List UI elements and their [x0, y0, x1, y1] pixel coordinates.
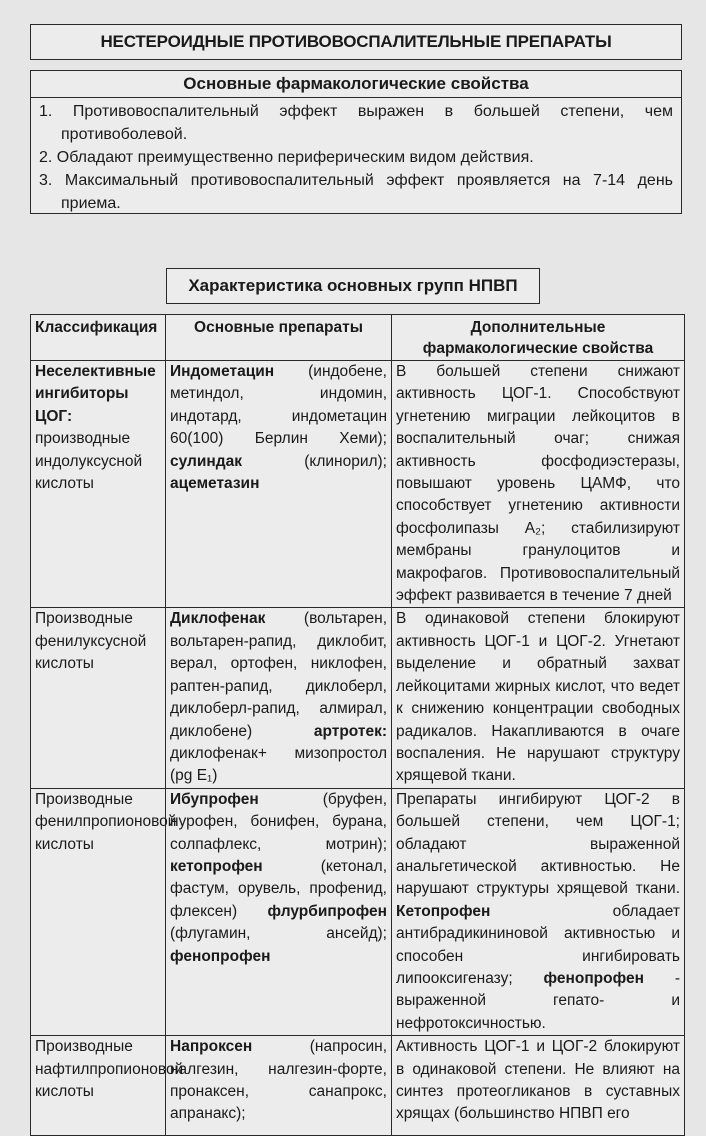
property-bold: Кетопрофен: [396, 902, 491, 920]
drug-bold: флурбипрофен: [267, 902, 387, 920]
property-text: В одинаковой степени блокируют активность ЦОГ-1 и ЦОГ-2. Угнетают выделение и обратный захват лейкоцитами жирных кислот, что ведет к снижению концентрации свободных радикалов. Накапливаются в очаге воспаления. Не нарушают структуру хрящевой ткани.: [396, 610, 680, 785]
drug-bold: Диклофенак: [170, 610, 266, 628]
table-body: [31, 361, 685, 1136]
drug-bold: Напроксен: [170, 1038, 253, 1056]
property-item-1: 1. Противовоспалительный эффект выражен в большей степени, чем противоболевой.: [39, 103, 673, 143]
header-drugs: Основные препараты: [166, 315, 392, 361]
property-text: В большей степени снижают активность ЦОГ-1. Способствуют угнетению миграции лейкоцитов в воспалительный очаг; снижая активность фосфодиэстеразы, повышают уровень ЦАМФ, что способствует угнетению активности фосфолипазы А₂; стабилизируют мембраны гранулоцитов и макрофагов. Противовоспалительный эффект развивается в течение 7 дней: [396, 363, 680, 605]
drugs-cell: [166, 361, 392, 608]
drug-bold: сулиндак: [170, 452, 242, 470]
drugs-cell: [166, 1036, 392, 1136]
drug-text: (бруфен, нурофен, бонифен, бурана, солпафлекс, мотрин);: [170, 790, 387, 853]
drug-text: (клинорил);: [242, 452, 387, 470]
drug-text: (индобене, метиндол, индомин, индотард, индометацин 60(100) Берлин Хеми);: [170, 363, 387, 448]
drug-bold: артротек:: [313, 722, 387, 740]
drug-text: (флугамин, ансейд);: [170, 925, 387, 943]
drug-bold: ацеметазин: [170, 475, 260, 493]
nsaid-groups-table: [30, 314, 685, 1136]
drug-bold: Индометацин: [170, 363, 275, 380]
table-row: [31, 788, 685, 1035]
classification-text: производные индолуксусной кислоты: [35, 430, 143, 493]
drug-text: (напросин, налгезин, налгезин-форте, пронаксен, санапрокс, апранакс);: [170, 1038, 387, 1123]
table-row: [31, 1036, 685, 1136]
classification-text: Производные фенилпропионовой кислоты: [35, 790, 177, 853]
property-text: Активность ЦОГ-1 и ЦОГ-2 блокируют в одинаковой степени. Не влияют на синтез протеогликанов в суставных хрящах (большинство НПВП его: [396, 1038, 680, 1123]
properties-cell: [392, 361, 685, 608]
table-row: [31, 361, 685, 608]
classification-cell: [31, 361, 166, 608]
properties-cell: [392, 1036, 685, 1136]
property-text: обладает антибрадикининовой активностью и способен ингибировать липооксигеназу;: [396, 902, 680, 987]
classification-bold: Неселективные ингибиторы ЦОГ:: [35, 363, 156, 425]
table-row: [31, 608, 685, 788]
groups-title-box: [166, 268, 540, 304]
header-properties: Дополнительные фармакологические свойства: [392, 315, 685, 361]
drugs-cell: [166, 608, 392, 788]
property-text: Препараты ингибируют ЦОГ-2 в большей степени, чем ЦОГ-1; обладают выраженной анальгетической активностью. Не нарушают структуры хрящевой ткани.: [396, 790, 680, 898]
main-title: НЕСТЕРОИДНЫЕ ПРОТИВОВОСПАЛИТЕЛЬНЫЕ ПРЕПАРАТЫ: [100, 32, 612, 51]
drugs-cell: [166, 788, 392, 1035]
drug-bold: Ибупрофен: [170, 790, 259, 808]
header-classification: Классификация: [31, 315, 166, 361]
groups-title: Характеристика основных групп НПВП: [188, 276, 518, 295]
properties-heading: Основные фармакологические свойства: [31, 71, 681, 98]
property-item-2: 2. Обладают преимущественно периферическим видом действия.: [39, 149, 534, 166]
classification-text: Производные фенилуксусной кислоты: [35, 610, 147, 673]
classification-cell: [31, 788, 177, 1035]
property-item-3: 3. Максимальный противовоспалительный эффект проявляется на 7-14 день приема.: [39, 172, 673, 212]
property-text: - выраженной гепато- и нефротоксичностью.: [396, 969, 681, 1032]
properties-box: [30, 70, 682, 214]
main-title-box: [30, 24, 682, 60]
drug-bold: кетопрофен: [170, 857, 263, 875]
properties-list: [31, 98, 681, 215]
table-header-row: [31, 315, 685, 361]
properties-cell: [392, 608, 685, 788]
drug-text: диклофенак+ мизопростол (pg E₁): [170, 744, 387, 785]
properties-cell: [392, 788, 685, 1035]
drug-bold: фенопрофен: [170, 947, 271, 965]
classification-cell: [31, 1036, 184, 1136]
property-bold: фенопрофен: [543, 969, 644, 987]
drug-text: (вольтарен, вольтарен-рапид, диклобит, верал, ортофен, никлофен, раптен-рапид, диклоберл, диклоберл-рапид, алмирал, диклобене): [170, 610, 387, 740]
drug-text: (кетонал, фастум, орувель, профенид, флексен): [170, 857, 387, 920]
classification-text: Производные нафтилпропионовой кислоты: [35, 1038, 184, 1100]
classification-cell: [31, 608, 166, 788]
